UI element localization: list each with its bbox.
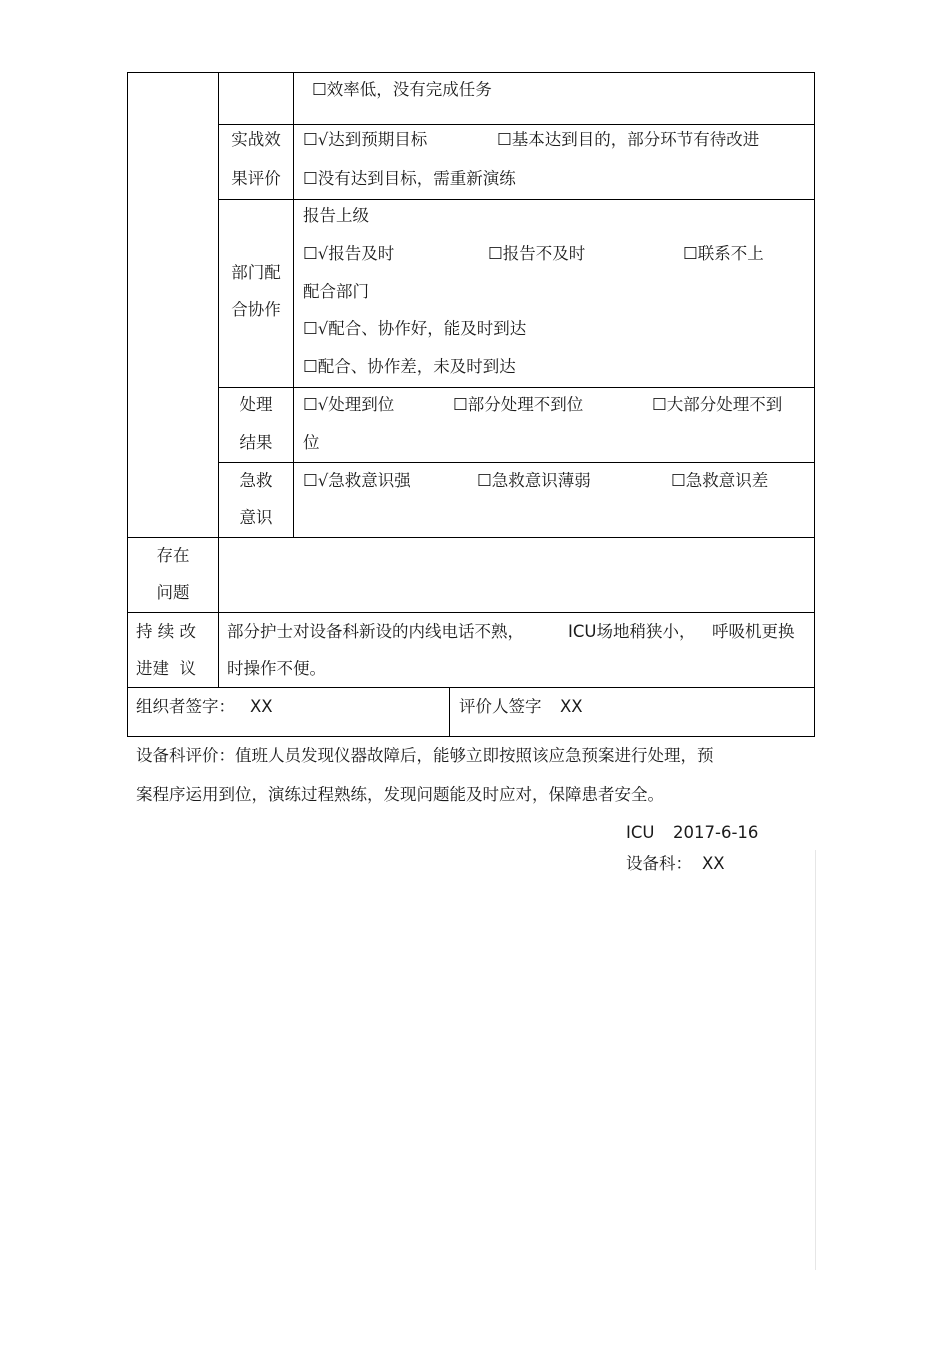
row-divider: [218, 462, 815, 463]
suggest-text-part3: 呼吸机更换: [712, 622, 795, 641]
row-divider: [127, 537, 815, 538]
evaluator-signature-label: 评价人签字: [459, 697, 542, 716]
table-border-bottom: [127, 736, 815, 737]
suggest-label-line2: 进建 议: [136, 659, 196, 678]
coop-label-line2: 合协作: [231, 300, 281, 319]
table-border-left: [127, 72, 128, 737]
row-divider: [218, 124, 815, 125]
signature-divider: [449, 687, 450, 737]
suggest-text-line2: 时操作不便。: [227, 659, 326, 678]
effect-label-line1: 实战效: [231, 130, 281, 149]
option-report-timely: ☐√报告及时: [303, 244, 395, 263]
scan-edge-line: [815, 850, 816, 1270]
option-coop-good: ☐√配合、协作好，能及时到达: [303, 319, 527, 338]
column-divider: [293, 72, 294, 538]
issues-label-line2: 问题: [156, 583, 190, 602]
option-aid-poor: ☐急救意识差: [671, 471, 769, 490]
option-basically-reached: ☐基本达到目的，部分环节有待改进: [497, 130, 760, 149]
row-divider: [218, 387, 815, 388]
row-divider: [127, 612, 815, 613]
option-mostly-not-handled: ☐大部分处理不到: [652, 395, 783, 414]
option-report-unreachable: ☐联系不上: [683, 244, 764, 263]
option-report-late: ☐报告不及时: [488, 244, 586, 263]
footer-unit: ICU: [626, 823, 655, 842]
option-reached-target: ☐√达到预期目标: [303, 130, 428, 149]
coop-label-line1: 部门配: [231, 263, 281, 282]
suggest-label-line1: 持 续 改: [136, 622, 196, 641]
row-divider: [218, 199, 815, 200]
issues-label-line1: 存在: [156, 546, 190, 565]
aid-label-line2: 意识: [239, 508, 273, 527]
equipment-evaluation-line2: 案程序运用到位，演练过程熟练，发现问题能及时应对，保障患者安全。: [136, 785, 664, 804]
footer-dept-value: XX: [702, 854, 725, 873]
option-mostly-not-handled-wrap: 位: [303, 433, 320, 452]
report-superior-title: 报告上级: [303, 206, 369, 225]
suggest-text-part1: 部分护士对设备科新设的内线电话不熟，: [227, 622, 524, 641]
footer-date: 2017-6-16: [673, 823, 759, 842]
evaluator-signature-value: XX: [560, 697, 583, 716]
table-border-top: [127, 72, 815, 73]
organizer-signature-label: 组织者签字：: [136, 697, 235, 716]
column-divider: [218, 72, 219, 688]
option-aid-strong: ☐√急救意识强: [303, 471, 411, 490]
aid-label-line1: 急救: [239, 471, 273, 490]
option-handled-in-place: ☐√处理到位: [303, 395, 395, 414]
option-aid-weak: ☐急救意识薄弱: [477, 471, 591, 490]
result-label-line2: 结果: [239, 433, 273, 452]
row-divider: [127, 687, 815, 688]
footer-dept-label: 设备科：: [626, 854, 692, 873]
option-not-reached: ☐没有达到目标，需重新演练: [303, 169, 516, 188]
organizer-signature-value: XX: [250, 697, 273, 716]
cooperating-dept-title: 配合部门: [303, 282, 369, 301]
suggest-text-part2: ICU场地稍狭小，: [568, 622, 696, 641]
option-coop-bad: ☐配合、协作差，未及时到达: [303, 357, 516, 376]
effect-label-line2: 果评价: [231, 169, 281, 188]
equipment-evaluation-line1: 设备科评价：值班人员发现仪器故障后，能够立即按照该应急预案进行处理，预: [136, 746, 714, 765]
result-label-line1: 处理: [239, 395, 273, 414]
option-partially-handled: ☐部分处理不到位: [453, 395, 584, 414]
table-border-right: [814, 72, 815, 737]
option-low-efficiency: ☐效率低，没有完成任务: [312, 80, 492, 99]
